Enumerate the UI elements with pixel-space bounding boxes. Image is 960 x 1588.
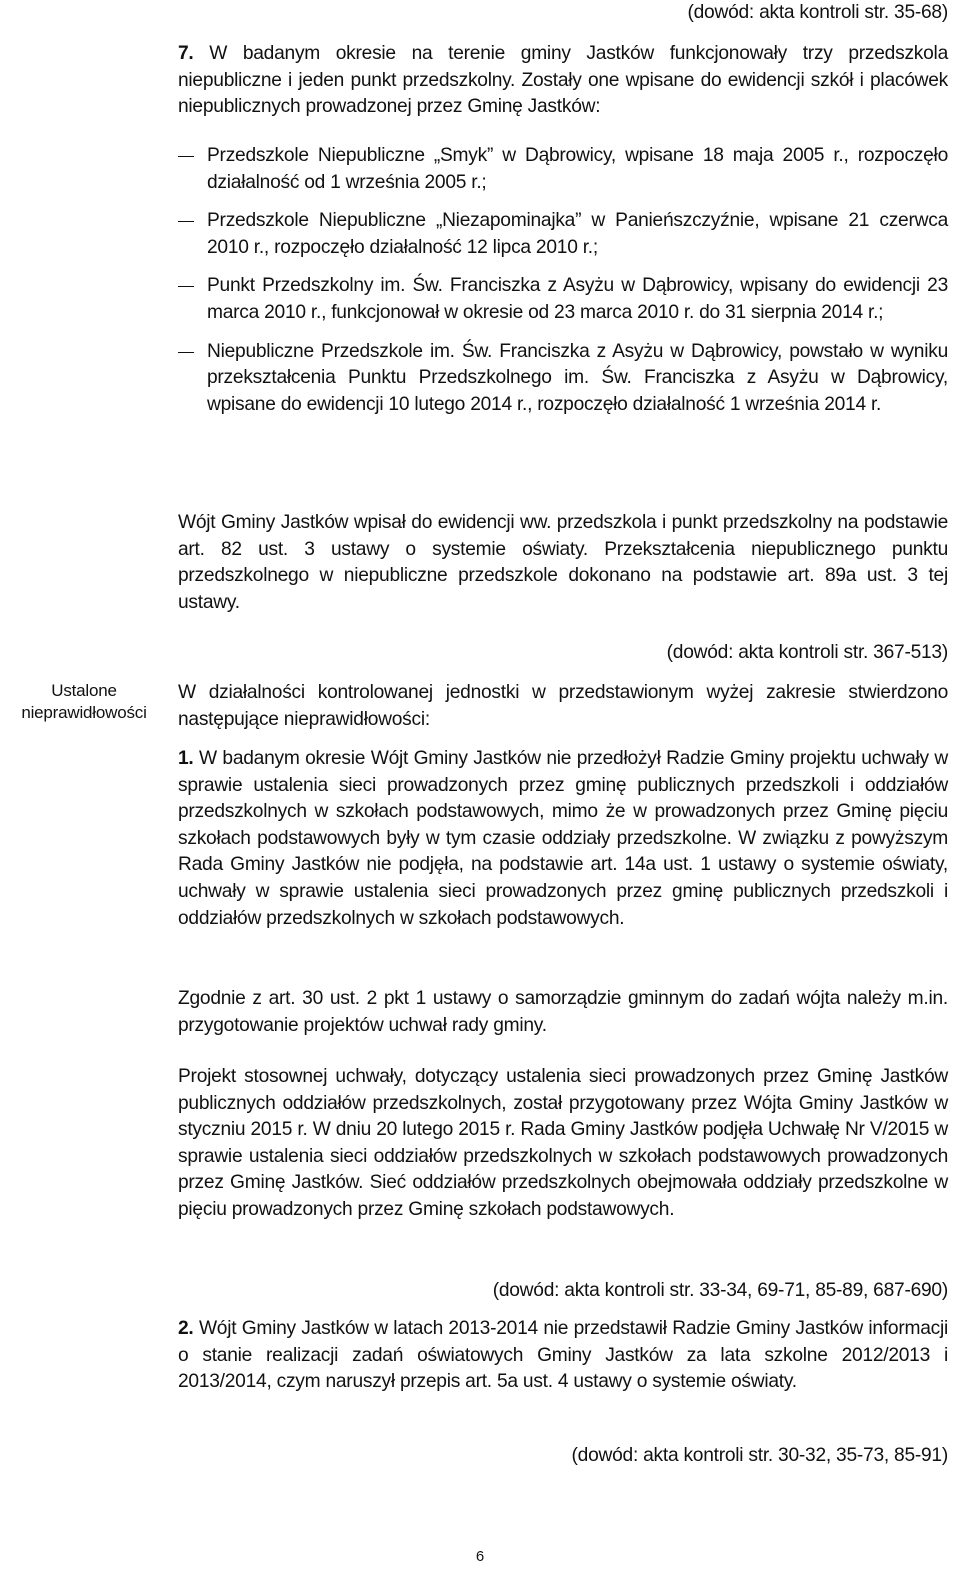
paragraph-wojt-register: Wójt Gminy Jastków wpisał do ewidencji ww. przedszkola i punkt przedszkolny na podstawie art. 82 ust. 3 ustawy o systemie oświaty. Przekształcenia niepublicznego punktu przedszkolnego w niepubliczne przedszkole dokonano na podstawie art. 89a ust. 3 tej ustawy. [178,512,948,613]
dash-bullet-icon [178,352,194,353]
item-number: 7. [178,43,194,64]
evidence-reference: (dowód: akta kontroli str. 367-513) [666,642,948,663]
paragraph-item-7 [178,41,948,121]
evidence-reference: (dowód: akta kontroli str. 33-34, 69-71, 85-89, 687-690) [492,1280,948,1301]
paragraph-projekt: Projekt stosownej uchwały, dotyczący ustalenia sieci prowadzonych przez Gminę Jastków publicznych oddziałów przedszkolnych, został przygotowany przez Wójta Gminy Jastków w styczniu 2015 r. W dniu 20 lutego 2015 r. Rada Gminy Jastków podjęła Uchwałę Nr V/2015 w sprawie ustalenia sieci oddziałów przedszkolnych w szkołach podstawowych prowadzonych przez Gminę Jastków. Sieć oddziałów przedszkolnych obejmowała oddziały przedszkolne w pięciu prowadzonych przez Gminę szkołach podstawowych. [178,1066,948,1220]
dash-bullet-icon [178,286,194,287]
list-item: Przedszkole Niepubliczne „Smyk” w Dąbrowicy, wpisane 18 maja 2005 r., rozpoczęło działalność od 1 września 2005 r.; [178,143,948,196]
page-number: 6 [475,1548,485,1565]
item-text: Wójt Gminy Jastków w latach 2013-2014 nie przedstawił Radzie Gminy Jastków informacji o stanie realizacji zadań oświatowych Gminy Jastków za lata szkolne 2012/2013 i 2013/2014, czym naruszył przepis art. 5a ust. 4 ustawy o systemie oświaty. [178,1318,948,1393]
preschool-list [178,143,948,418]
item-number: 2. [178,1318,194,1339]
irregularities-intro: W działalności kontrolowanej jednostki w przedstawionym wyżej zakresie stwierdzono następujące nieprawidłowości: [178,682,948,730]
evidence-reference: (dowód: akta kontroli str. 35-68) [687,2,948,23]
side-label-irregularities: Ustalone nieprawidłowości [21,681,147,722]
list-item: Punkt Przedszkolny im. Św. Franciszka z Asyżu w Dąbrowicy, wpisany do ewidencji 23 marca 2010 r., funkcjonował w okresie od 23 marca 2010 r. do 31 sierpnia 2014 r.; [178,273,948,326]
evidence-reference: (dowód: akta kontroli str. 30-32, 35-73, 85-91) [571,1445,948,1466]
list-item: Niepubliczne Przedszkole im. Św. Franciszka z Asyżu w Dąbrowicy, powstało w wyniku przekształcenia Punktu Przedszkolnego im. Św. Franciszka z Asyżu w Dąbrowicy, wpisane do ewidencji 10 lutego 2014 r., rozpoczęło działalność 1 września 2014 r. [178,339,948,419]
paragraph-zgodnie: Zgodnie z art. 30 ust. 2 pkt 1 ustawy o samorządzie gminnym do zadań wójta należy m.in. przygotowanie projektów uchwał rady gminy. [178,988,948,1036]
irregularity-2 [178,1316,948,1396]
item-text: W badanym okresie na terenie gminy Jastków funkcjonowały trzy przedszkola niepubliczne i jeden punkt przedszkolny. Zostały one wpisane do ewidencji szkół i placówek niepublicznych prowadzonej przez Gminę Jastków: [178,43,948,118]
irregularity-1 [178,746,948,932]
item-text: W badanym okresie Wójt Gminy Jastków nie przedłożył Radzie Gminy projektu uchwały w sprawie ustalenia sieci prowadzonych przez gminę publicznych przedszkoli i oddziałów przedszkolnych w szkołach podstawowych, mimo że w prowadzonych przez Gminę pięciu szkołach podstawowych były w tym czasie oddziały przedszkolne. W związku z powyższym Rada Gminy Jastków nie podjęła, na podstawie art. 14a ust. 1 ustawy o systemie oświaty, uchwały w sprawie ustalenia sieci prowadzonych przez gminę publicznych przedszkoli i oddziałów przedszkolnych w szkołach podstawowych. [178,748,948,929]
list-item: Przedszkole Niepubliczne „Niezapominajka” w Panieńszczyźnie, wpisane 21 czerwca 2010 r., rozpoczęło działalność 12 lipca 2010 r.; [178,208,948,261]
dash-bullet-icon [178,221,194,222]
dash-bullet-icon [178,156,194,157]
item-number: 1. [178,748,194,769]
